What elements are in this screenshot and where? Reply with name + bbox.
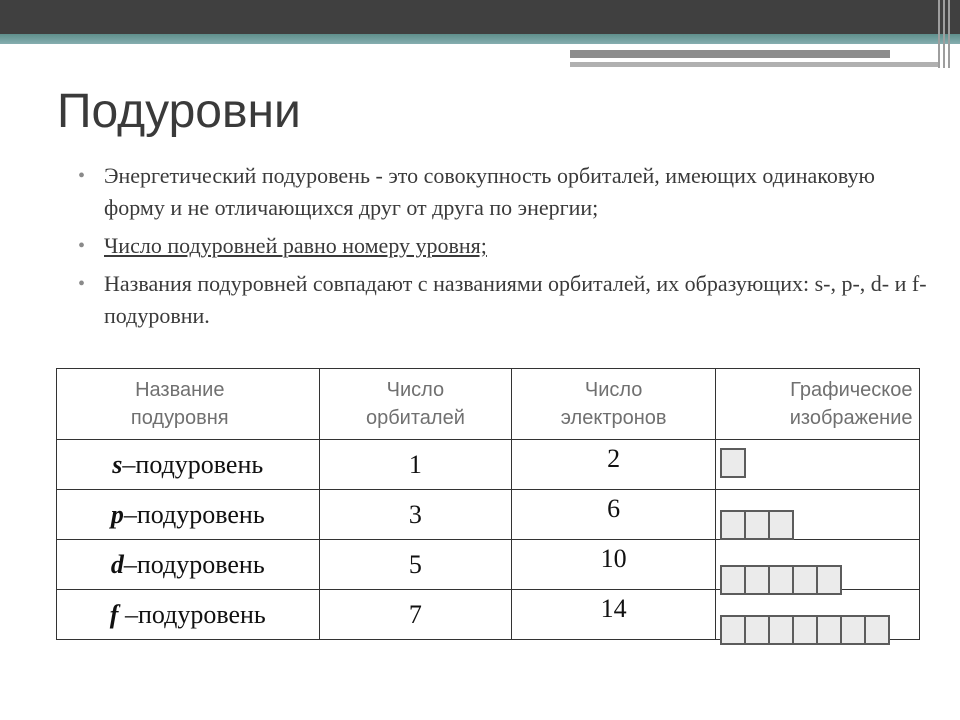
orbital-box bbox=[818, 615, 842, 645]
sublevel-letter: p bbox=[110, 499, 124, 529]
electrons-count-cell bbox=[512, 440, 716, 490]
sublevel-suffix: –подуровень bbox=[123, 499, 265, 529]
electrons-count: 14 bbox=[600, 594, 627, 623]
orbital-boxes bbox=[720, 615, 890, 645]
orbital-diagram-cell bbox=[716, 440, 920, 490]
sublevel-suffix: –подуровень bbox=[123, 549, 265, 579]
orbital-box bbox=[746, 615, 770, 645]
accent-line-1 bbox=[570, 50, 890, 58]
orbitals-count: 3 bbox=[319, 490, 512, 540]
table-header-row bbox=[57, 369, 920, 440]
orbital-box bbox=[720, 510, 746, 540]
top-bar bbox=[0, 0, 960, 34]
orbital-box bbox=[720, 448, 746, 478]
sublevel-name bbox=[57, 590, 320, 640]
orbital-boxes bbox=[720, 448, 746, 478]
sublevel-letter: s bbox=[112, 449, 123, 479]
orbitals-count: 7 bbox=[319, 590, 512, 640]
orbital-diagram-cell bbox=[716, 590, 920, 640]
orbital-box bbox=[842, 615, 866, 645]
bullet-text-underlined: Число подуровней равно номеру уровня; bbox=[104, 233, 487, 258]
orbital-box bbox=[770, 615, 794, 645]
header-electrons: Число электронов bbox=[512, 369, 716, 440]
header-graphic: Графическое изображение bbox=[716, 369, 920, 440]
table-row bbox=[57, 540, 920, 590]
table-row bbox=[57, 490, 920, 540]
table-row bbox=[57, 590, 920, 640]
orbital-diagram-cell bbox=[716, 540, 920, 590]
electrons-count: 10 bbox=[600, 544, 627, 573]
orbital-box bbox=[746, 510, 770, 540]
orbitals-count: 5 bbox=[319, 540, 512, 590]
orbital-diagram-cell bbox=[716, 490, 920, 540]
orbital-box bbox=[770, 510, 794, 540]
electrons-count: 2 bbox=[607, 444, 621, 473]
orbitals-count: 1 bbox=[319, 440, 512, 490]
orbital-box bbox=[866, 615, 890, 645]
sublevel-suffix: –подуровень bbox=[118, 599, 266, 629]
sublevel-letter: d bbox=[110, 549, 124, 579]
bullet-item: • Названия подуровней совпадают с названиями орбиталей, их образующих: s-, p-, d- и f- подуровни. bbox=[78, 268, 928, 332]
table-row bbox=[57, 440, 920, 490]
bullet-item: • Энергетический подуровень - это совокупность орбиталей, имеющих одинаковую форму и не отличающихся друг от друга по энергии; bbox=[78, 160, 928, 224]
header-orbitals: Число орбиталей bbox=[319, 369, 512, 440]
header-name: Название подуровня bbox=[57, 369, 320, 440]
orbital-box bbox=[794, 615, 818, 645]
electrons-count-cell bbox=[512, 540, 716, 590]
sublevel-suffix: –подуровень bbox=[122, 449, 264, 479]
sublevel-table bbox=[56, 368, 920, 640]
accent-line-2 bbox=[570, 62, 940, 67]
sublevel-name bbox=[57, 540, 320, 590]
sublevel-name bbox=[57, 490, 320, 540]
orbital-box bbox=[720, 615, 746, 645]
stripe-decoration bbox=[938, 0, 952, 68]
electrons-count-cell bbox=[512, 590, 716, 640]
sublevel-name bbox=[57, 440, 320, 490]
bullet-list bbox=[78, 160, 928, 338]
bullet-item bbox=[78, 230, 928, 262]
teal-accent-line bbox=[0, 34, 960, 44]
sublevel-letter: f bbox=[109, 599, 119, 629]
slide-title: Подуровни bbox=[57, 85, 301, 138]
orbital-boxes bbox=[720, 510, 794, 540]
electrons-count-cell bbox=[512, 490, 716, 540]
electrons-count: 6 bbox=[607, 494, 621, 523]
